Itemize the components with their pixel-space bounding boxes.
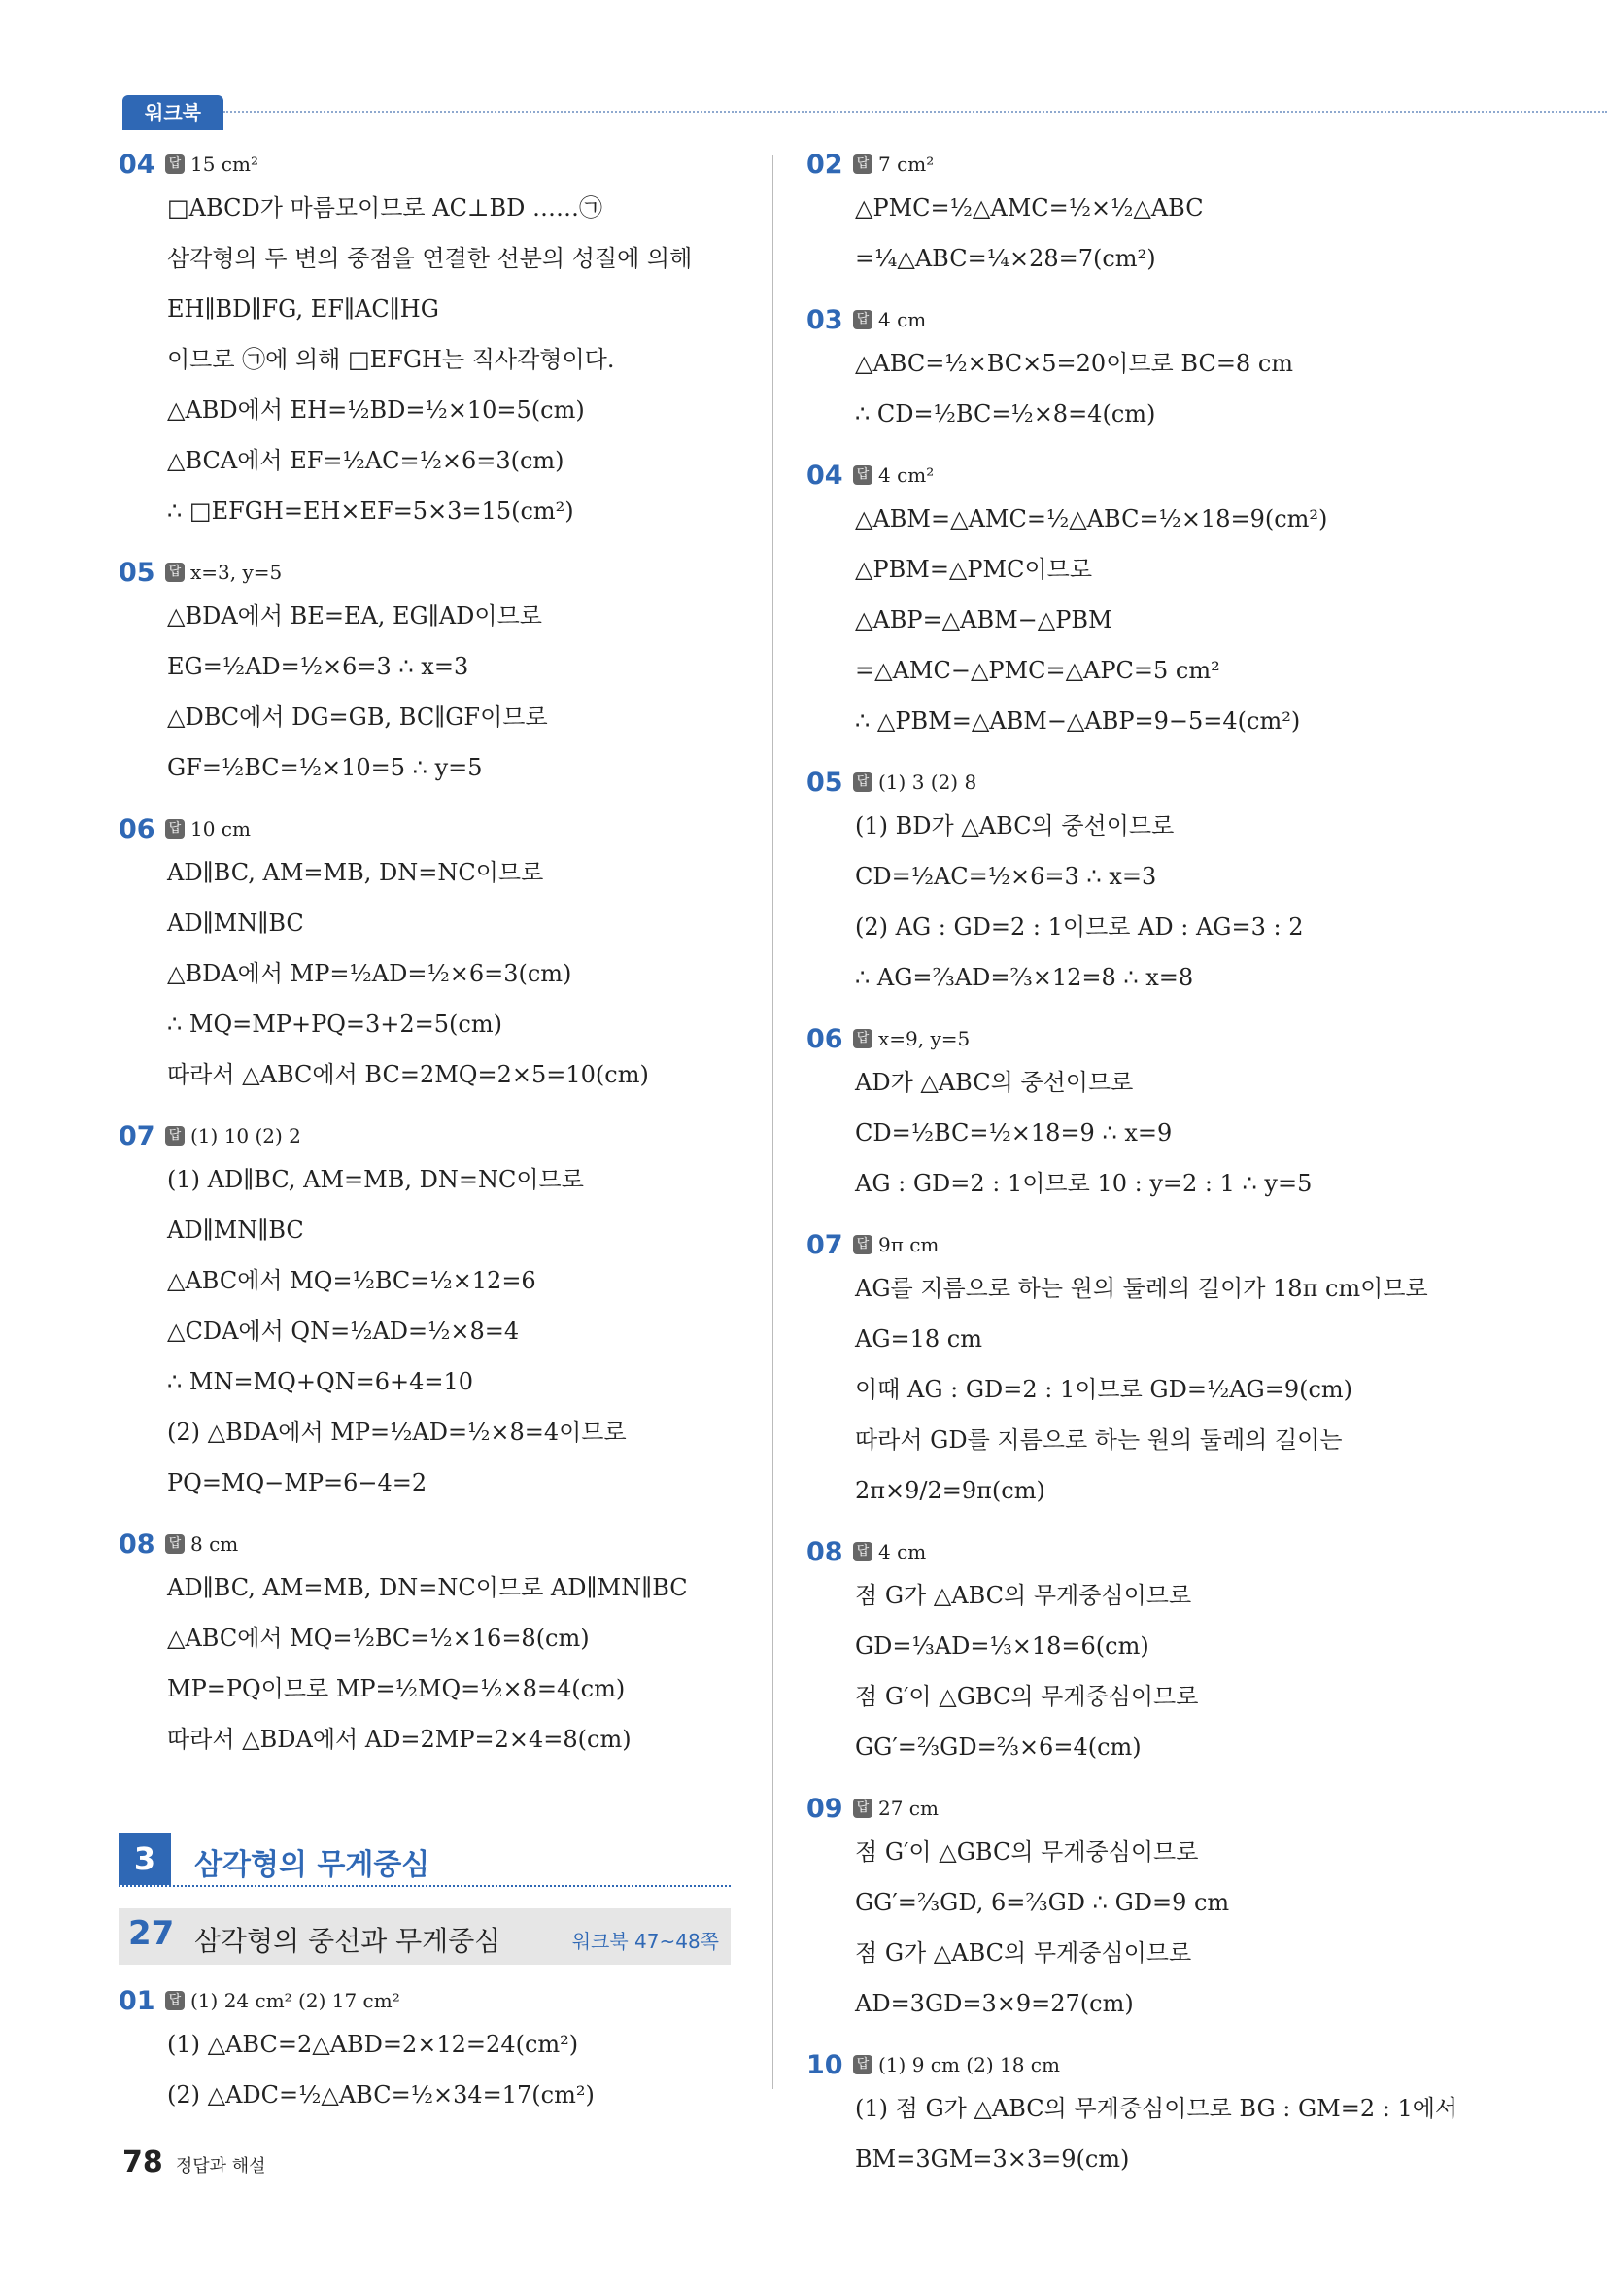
solution-line: 점 G′이 △GBC의 무게중심이므로 [855,1838,1199,1866]
solution-line: GD=⅓AD=⅓×18=6(cm) [855,1632,1149,1660]
problem-header [806,1020,1448,1057]
solution-line: 이므로 ㉠에 의해 □EFGH는 직사각형이다. [167,346,615,373]
problem-header [119,1982,760,2019]
solution-line: △PMC=½△AMC=½×½△ABC [855,194,1204,222]
solution-line: △BDA에서 MP=½AD=½×6=3(cm) [167,960,572,987]
solution-line: △ABC에서 MQ=½BC=½×12=6 [167,1267,536,1294]
solution-line: △DBC에서 DG=GB, BC∥GF이므로 [167,703,548,731]
solution-line: =△AMC−△PMC=△APC=5 cm² [855,657,1220,684]
solution-line: ∴ △PBM=△ABM−△ABP=9−5=4(cm²) [855,707,1301,735]
solution-line: EG=½AD=½×6=3 ∴ x=3 [167,653,469,680]
answer-badge-icon: 답 [853,154,872,174]
answer-badge-icon: 답 [165,1991,185,2010]
section-heading [119,1833,731,1887]
page-label: 정답과 해설 [175,2156,266,2176]
page-number: 78 [122,2145,163,2179]
problem-number: 03 [806,304,843,335]
solution-line: □ABCD가 마름모이므로 AC⊥BD ……㉠ [167,194,603,222]
problem-header [806,457,1448,494]
solution-line: ∴ CD=½BC=½×8=4(cm) [855,400,1156,428]
answer-badge-icon: 답 [853,465,872,485]
problem-number: 07 [806,1229,843,1260]
solution-line: BM=3GM=3×3=9(cm) [855,2145,1130,2173]
solution-line: △ABC=½×BC×5=20이므로 BC=8 cm [855,350,1294,377]
problem-answer: (1) 24 cm² (2) 17 cm² [190,1989,400,2012]
solution-line: 점 G가 △ABC의 무게중심이므로 [855,1939,1192,1967]
problem-block [119,554,760,793]
answer-badge-icon: 답 [853,772,872,792]
problem-number: 08 [119,1528,155,1559]
problem-block [119,1117,760,1508]
problem-answer: 4 cm² [878,463,935,487]
answer-badge-icon: 답 [165,563,185,582]
problem-block [119,810,760,1100]
problem-number: 06 [119,813,155,844]
solution-line: AD∥MN∥BC [167,909,304,937]
problem-block [119,1525,760,1765]
solution-line: △PBM=△PMC이므로 [855,556,1093,583]
problem-answer: (1) 10 (2) 2 [190,1124,301,1148]
solution-line: 2π×9/2=9π(cm) [855,1477,1045,1504]
solution-line: AG=18 cm [855,1325,982,1353]
problem-number: 09 [806,1793,843,1824]
answer-badge-icon: 답 [853,1799,872,1818]
answer-badge-icon: 답 [853,1029,872,1048]
solution-line: GG′=⅔GD=⅔×6=4(cm) [855,1733,1142,1761]
problem-number: 05 [119,557,155,588]
solution-line: GG′=⅔GD, 6=⅔GD ∴ GD=9 cm [855,1889,1230,1916]
problem-block [806,764,1448,1003]
problem-answer: 15 cm² [190,153,258,176]
problem-number: 02 [806,149,843,180]
solution-line: ∴ AG=⅔AD=⅔×12=8 ∴ x=8 [855,964,1194,991]
problem-number: 07 [119,1120,155,1151]
solution-line: △ABD에서 EH=½BD=½×10=5(cm) [167,396,585,424]
problem-answer: 27 cm [878,1797,939,1820]
problem-block [119,146,760,536]
solution-line: GF=½BC=½×10=5 ∴ y=5 [167,754,483,781]
footer [122,2145,266,2179]
solution-line: (1) 점 G가 △ABC의 무게중심이므로 BG : GM=2 : 1에서 [855,2095,1458,2122]
problem-answer: 10 cm [190,817,251,840]
solution-line: (2) AG : GD=2 : 1이므로 AD : AG=3 : 2 [855,913,1304,941]
solution-line: EH∥BD∥FG, EF∥AC∥HG [167,295,439,323]
problem-block [806,1226,1448,1516]
solution-line: △CDA에서 QN=½AD=½×8=4 [167,1318,520,1345]
answer-badge-icon: 답 [853,1235,872,1254]
solution-line: (1) AD∥BC, AM=MB, DN=NC이므로 [167,1166,584,1193]
problem-header [806,764,1448,801]
problem-header [119,1117,760,1154]
solution-line: AD∥BC, AM=MB, DN=NC이므로 [167,859,544,886]
unit-title: 삼각형의 중선과 무게중심 [194,1925,501,1957]
problem-number: 06 [806,1023,843,1054]
problem-block [806,1790,1448,2029]
problem-number: 04 [806,460,843,491]
solution-line: CD=½AC=½×6=3 ∴ x=3 [855,863,1157,890]
solution-line: △ABP=△ABM−△PBM [855,606,1112,634]
problem-block [806,2046,1458,2184]
problem-header [806,2046,1448,2083]
solution-line: AG를 지름으로 하는 원의 둘레의 길이가 18π cm이므로 [855,1275,1428,1302]
unit-reference: 워크북 47~48쪽 [571,1930,719,1953]
problem-block [806,457,1448,746]
problem-answer: 4 cm [878,308,927,331]
problem-answer: 4 cm [878,1540,927,1563]
answer-badge-icon: 답 [165,1534,185,1554]
unit-number: 27 [128,1914,175,1953]
problem-header [119,810,760,847]
solution-line: (1) BD가 △ABC의 중선이므로 [855,812,1175,840]
solution-line: =¼△ABC=¼×28=7(cm²) [855,245,1156,272]
problem-header [806,1790,1448,1827]
answer-badge-icon: 답 [853,2055,872,2074]
problem-answer: 8 cm [190,1532,239,1556]
solution-line: (1) △ABC=2△ABD=2×12=24(cm²) [167,2031,579,2058]
problem-header [806,301,1448,338]
solution-line: ∴ MN=MQ+QN=6+4=10 [167,1368,474,1395]
solution-line: △BCA에서 EF=½AC=½×6=3(cm) [167,447,564,474]
solution-line: △ABC에서 MQ=½BC=½×16=8(cm) [167,1625,590,1652]
problem-number: 05 [806,767,843,798]
solution-line: (2) △BDA에서 MP=½AD=½×8=4이므로 [167,1419,627,1446]
answer-badge-icon: 답 [165,154,185,174]
problem-answer: x=9, y=5 [878,1027,971,1050]
workbook-tag: 워크북 [122,95,223,130]
answer-badge-icon: 답 [165,819,185,839]
problem-number: 08 [806,1536,843,1567]
left-column [119,146,760,2138]
problem-number: 04 [119,149,155,180]
column-divider [772,155,773,2089]
problem-answer: x=3, y=5 [190,561,283,584]
solution-line: △ABM=△AMC=½△ABC=½×18=9(cm²) [855,505,1328,532]
problem-header [119,1525,760,1562]
solution-line: (2) △ADC=½△ABC=½×34=17(cm²) [167,2081,595,2108]
answer-badge-icon: 답 [165,1126,185,1146]
section-number: 3 [119,1833,171,1885]
section-title: 삼각형의 무게중심 [194,1848,430,1882]
solution-line: AG : GD=2 : 1이므로 10 : y=2 : 1 ∴ y=5 [855,1170,1313,1197]
solution-line: CD=½BC=½×18=9 ∴ x=9 [855,1119,1173,1147]
solution-line: MP=PQ이므로 MP=½MQ=½×8=4(cm) [167,1675,626,1702]
problem-answer: (1) 3 (2) 8 [878,771,977,794]
problem-header [806,1226,1448,1263]
problem-number: 01 [119,1985,155,2016]
header-rule [223,111,1607,113]
problem-block [119,1982,760,2120]
problem-header [806,146,1448,183]
problem-block [806,1533,1448,1772]
problem-answer: 7 cm² [878,153,935,176]
problem-answer: (1) 9 cm (2) 18 cm [878,2053,1060,2076]
solution-line: ∴ □EFGH=EH×EF=5×3=15(cm²) [167,497,574,525]
solution-line: 따라서 △BDA에서 AD=2MP=2×4=8(cm) [167,1726,632,1753]
solution-line: AD=3GD=3×9=27(cm) [855,1990,1134,2017]
solution-line: △BDA에서 BE=EA, EG∥AD이므로 [167,602,542,630]
problem-number: 10 [806,2049,843,2080]
solution-line: 따라서 GD를 지름으로 하는 원의 둘레의 길이는 [855,1426,1343,1454]
answer-badge-icon: 답 [853,310,872,329]
solution-line: 이때 AG : GD=2 : 1이므로 GD=½AG=9(cm) [855,1376,1353,1403]
problem-block [806,1020,1448,1209]
solution-line: PQ=MQ−MP=6−4=2 [167,1469,427,1496]
solution-line: ∴ MQ=MP+PQ=3+2=5(cm) [167,1011,502,1038]
problem-header [119,146,760,183]
solution-line: 삼각형의 두 변의 중점을 연결한 선분의 성질에 의해 [167,245,693,272]
solution-line: AD∥MN∥BC [167,1217,304,1244]
solution-line: 따라서 △ABC에서 BC=2MQ=2×5=10(cm) [167,1061,649,1088]
problem-block [806,146,1448,284]
right-column [806,146,1458,2202]
problem-answer: 9π cm [878,1233,940,1256]
solution-line: AD∥BC, AM=MB, DN=NC이므로 AD∥MN∥BC [167,1574,688,1601]
unit-heading [119,1908,731,1965]
problem-header [806,1533,1448,1570]
solution-line: 점 G′이 △GBC의 무게중심이므로 [855,1683,1199,1710]
solution-line: AD가 △ABC의 중선이므로 [855,1069,1134,1096]
answer-badge-icon: 답 [853,1542,872,1561]
solution-line: 점 G가 △ABC의 무게중심이므로 [855,1582,1192,1609]
problem-header [119,554,760,591]
problem-block [806,301,1448,439]
